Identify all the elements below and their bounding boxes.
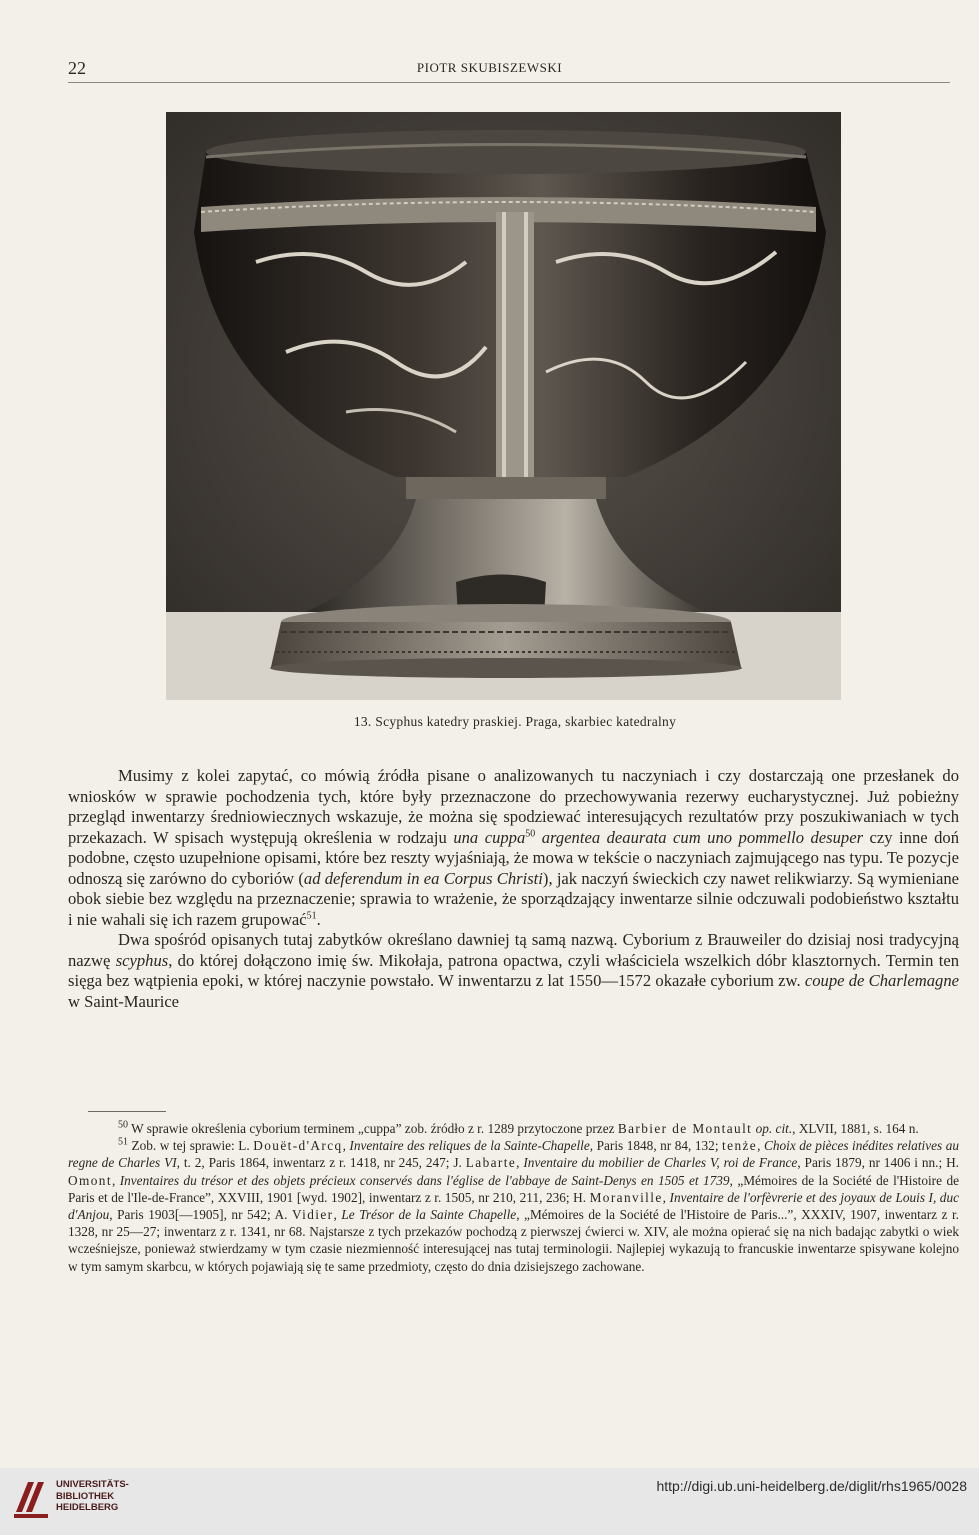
- footnote-50: $^{50}$ W sprawie określenia cyborium terminem „cuppa” zob. źródło z r. 1289 przytoczone przez Barbier de Montault op. cit., XLVII, 1881, s. 164 n.: [118, 1119, 919, 1136]
- footnote-rule: [88, 1111, 166, 1112]
- page-number: 22: [68, 58, 86, 78]
- figure-caption: 13. Scyphus katedry praskiej. Praga, skarbiec katedralny: [353, 714, 677, 729]
- running-head: PIOTR SKUBISZEWSKI: [416, 60, 563, 75]
- source-url-link[interactable]: http://digi.ub.uni-heidelberg.de/diglit/rhs1965/0028: [656, 1478, 967, 1494]
- paragraph-2: Dwa spośród opisanych tutaj zabytków określano dawniej tą samą nazwą. Cyborium z Brauweiler do dzisiaj nosi tradycyjną nazwę scyphus, do której dołączono imię św. Mikołaja, patrona opactwa, czyli właściciela wszelkich dóbr klasztornych. Termin ten sięga bez wątpienia epoki, w której naczynie powstało. W inwentarzu z lat 1550—1572 okazałe cyborium zw. coupe de Charlemagne w Saint-Maurice: [68, 930, 959, 1012]
- header-rule: [68, 82, 950, 83]
- footnote-ref-51[interactable]: 51: [306, 910, 317, 922]
- library-name: UNIVERSITÄTS- BIBLIOTHEK HEIDELBERG: [56, 1479, 129, 1513]
- scyphus-illustration: [166, 112, 841, 700]
- paragraph-1: Musimy z kolei zapytać, co mówią źródła pisane o analizowanych tu naczyniach i czy dostarczają one przesłanek do wniosków w sprawie pochodzenia tych, które były przeznaczone do przechowywania rezerwy eucharystycznej. Już pobieżny przegląd inwentarzy średniowiecznych wskazuje, że można się spodziewać interesujących rezultatów przy poszukiwaniach w tych przekazach. W spisach występują określenia w rodzaju una cuppa$^{50}$ argentea deaurata cum uno pommello desuper czy inne doń podobne, często uzupełnione opisami, które bez reszty wyjaśniają, że mowa w tekście o naczyniach zajmującego nas typu. Te pozycje odnoszą się zarówno do cyboriów (ad deferendum in ea Corpus Christi), jak naczyń świeckich czy nawet relikwiarzy. Są wymieniane obok siebie bez względu na przeznaczenie; sprawia to wrażenie, że sporządzający inwentarze silnie odczuwali podobieństwo kształtu i nie wahali się ich razem grupować$^{51}$.: [68, 766, 960, 929]
- university-library-logo-icon: [12, 1476, 52, 1520]
- main-text: [68, 766, 959, 1013]
- footnote-51: $^{51}$ Zob. w tej sprawie: L. Douët-d'Arcq, Inventaire des reliques de la Sainte-Chapelle, Paris 1848, nr 84, 132; tenże, Choix de pièces inédites relatives au regne de Charles VI, t. 2, Paris 1864, inwentarz z r. 1418, nr 245, 247; J. Labarte, Inventaire du mobilier de Charles V, roi de France, Paris 1879, nr 1406 i nn.; H. Omont, Inventaires du trésor et des objets précieux conservés dans l'église de l'abbaye de Saint-Denys en 1505 et 1739, „Mémoires de la Société de l'Histoire de Paris et de l'Ile-de-France”, XXVIII, 1901 [wyd. 1902], inwentarz z r. 1505, nr 210, 211, 236; H. Moranville, Inventaire de l'orfèvrerie et des joyaux de Louis I, duc d'Anjou, Paris 1903[—1905], nr 542; A. Vidier, Le Trésor de la Sainte Chapelle, „Mémoires de la Société de l'Histoire de Paris...”, XXXIV, 1907, inwentarz z r. 1328, nr 25—27; inwentarz z r. 1341, nr 68. Najstarsze z tych przekazów pochodzą z pierwszej ćwierci w. XIV, ale można opierać się na nich badając zabytki o wiek wcześniejsze, ponieważ stwierdzamy w tym czasie niezmienność interesującej nas tutaj terminologii. Najlepiej wykazują to francuskie inwentarze spisywane kolejno w tym samym skarbcu, w których pojawiają się te same przedmioty, często do dnia dzisiejszego zachowane.: [68, 1136, 960, 1274]
- footnote-ref-50[interactable]: 50: [525, 828, 536, 840]
- scyphus-photograph: [166, 112, 841, 700]
- footnotes: [68, 1120, 959, 1275]
- viewer-footer: [0, 1468, 979, 1535]
